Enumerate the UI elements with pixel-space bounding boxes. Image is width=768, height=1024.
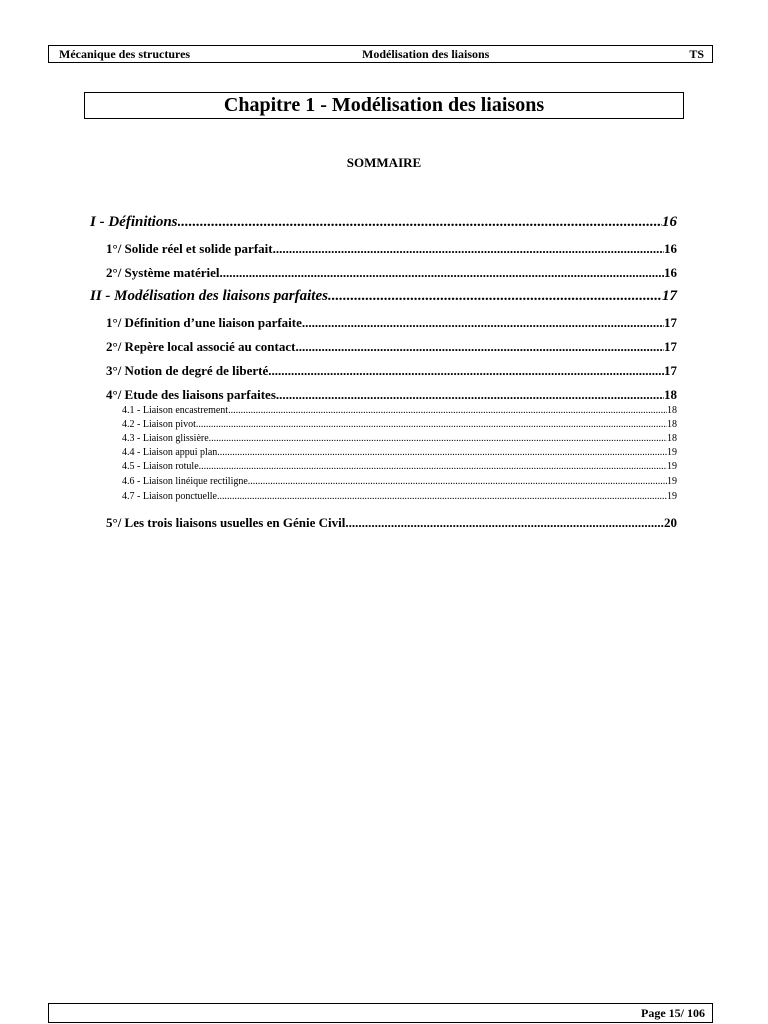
toc-entry-page: 18 [667,433,677,444]
toc-leader-dots [268,363,664,379]
toc-entry-page: 19 [667,447,677,458]
toc-subentry[interactable] [122,491,677,502]
toc-entry-page: 19 [667,491,677,502]
toc-leader-dots [209,433,667,444]
toc-entry-page: 20 [664,515,677,530]
toc-leader-dots [279,387,664,403]
toc-subentry[interactable] [122,476,677,487]
toc-entry[interactable] [106,387,677,403]
toc-leader-dots [201,461,667,472]
page-number: Page 15/ 106 [641,1006,705,1020]
toc-entry-page: 18 [664,387,677,402]
toc-leader-dots [276,241,664,257]
toc-leader-dots [178,214,662,231]
sommaire-heading: SOMMAIRE [346,155,422,170]
toc-entry-label: 4.5 - Liaison rotule. [122,461,202,472]
toc-leader-dots [223,265,664,281]
toc-entry[interactable] [106,241,677,257]
toc-subentry[interactable] [122,419,677,430]
toc-entry-label: 4.4 - Liaison appui plan. [122,447,220,458]
toc-subentry[interactable] [122,461,677,472]
toc-entry-label: I - Définitions [90,214,178,230]
toc-entry-page: 17 [664,339,677,354]
toc-leader-dots [219,491,667,502]
toc-section-definitions[interactable] [90,214,677,231]
toc-subentry[interactable] [122,433,677,444]
toc-entry-page: 16 [664,265,677,280]
chapter-title: Chapitre 1 - Modélisation des liaisons [84,92,684,119]
toc-entry-page: 18 [667,405,677,416]
toc-entry-page: 17 [664,315,677,330]
toc-entry[interactable] [106,363,677,379]
toc-entry-page: 19 [667,476,677,487]
toc-entry-label: 4.3 - Liaison glissière [122,433,209,444]
toc-entry-page: 17 [662,288,677,304]
toc-leader-dots [250,476,667,487]
toc-entry-label: 4.2 - Liaison pivot [122,419,196,430]
toc-entry-label: 3°/ Notion de degré de liberté [106,363,269,378]
toc-leader-dots [305,315,664,331]
toc-entry[interactable] [106,339,677,355]
header-topic: Modélisation des liaisons [362,47,490,61]
page-footer [48,1003,713,1023]
toc-entry-page: 16 [664,241,677,256]
toc-subentry[interactable] [122,447,677,458]
toc-entry-label: 2°/ Système matériel. [106,265,223,280]
toc-entry-label: 1°/ Définition d’une liaison parfaite. [106,315,306,330]
toc-entry-page: 16 [662,214,677,230]
toc-entry-page: 18 [667,419,677,430]
header-subject: Mécanique des structures [59,47,191,61]
page-header [48,45,713,63]
toc-entry-page: 17 [664,363,677,378]
toc-leader-dots [231,405,667,416]
toc-entry-label: 4.7 - Liaison ponctuelle. [122,491,220,502]
toc-entry-label: 4°/ Etude des liaisons parfaites. [106,387,280,402]
toc-entry-label: 5°/ Les trois liaisons usuelles en Génie Civil. [106,515,349,530]
toc-leader-dots [332,288,662,305]
toc-entry-label: II - Modélisation des liaisons parfaites. [90,288,332,304]
toc-entry[interactable] [106,315,677,331]
toc-leader-dots [196,419,667,430]
toc-section-modelisation[interactable] [90,288,677,305]
toc-entry-label: 1°/ Solide réel et solide parfait. [106,241,276,256]
toc-leader-dots [349,515,664,531]
toc-leader-dots [299,339,664,355]
toc-entry-label: 2°/ Repère local associé au contact. [106,339,299,354]
toc-leader-dots [220,447,667,458]
toc-entry-label: 4.6 - Liaison linéique rectiligne. [122,476,251,487]
toc-entry[interactable] [106,265,677,281]
toc-entry-page: 19 [667,461,677,472]
header-class: TS [689,47,704,61]
toc-entry-label: 4.1 - Liaison encastrement. [122,405,231,416]
toc-subentry[interactable] [122,405,677,416]
toc-entry[interactable] [106,515,677,531]
